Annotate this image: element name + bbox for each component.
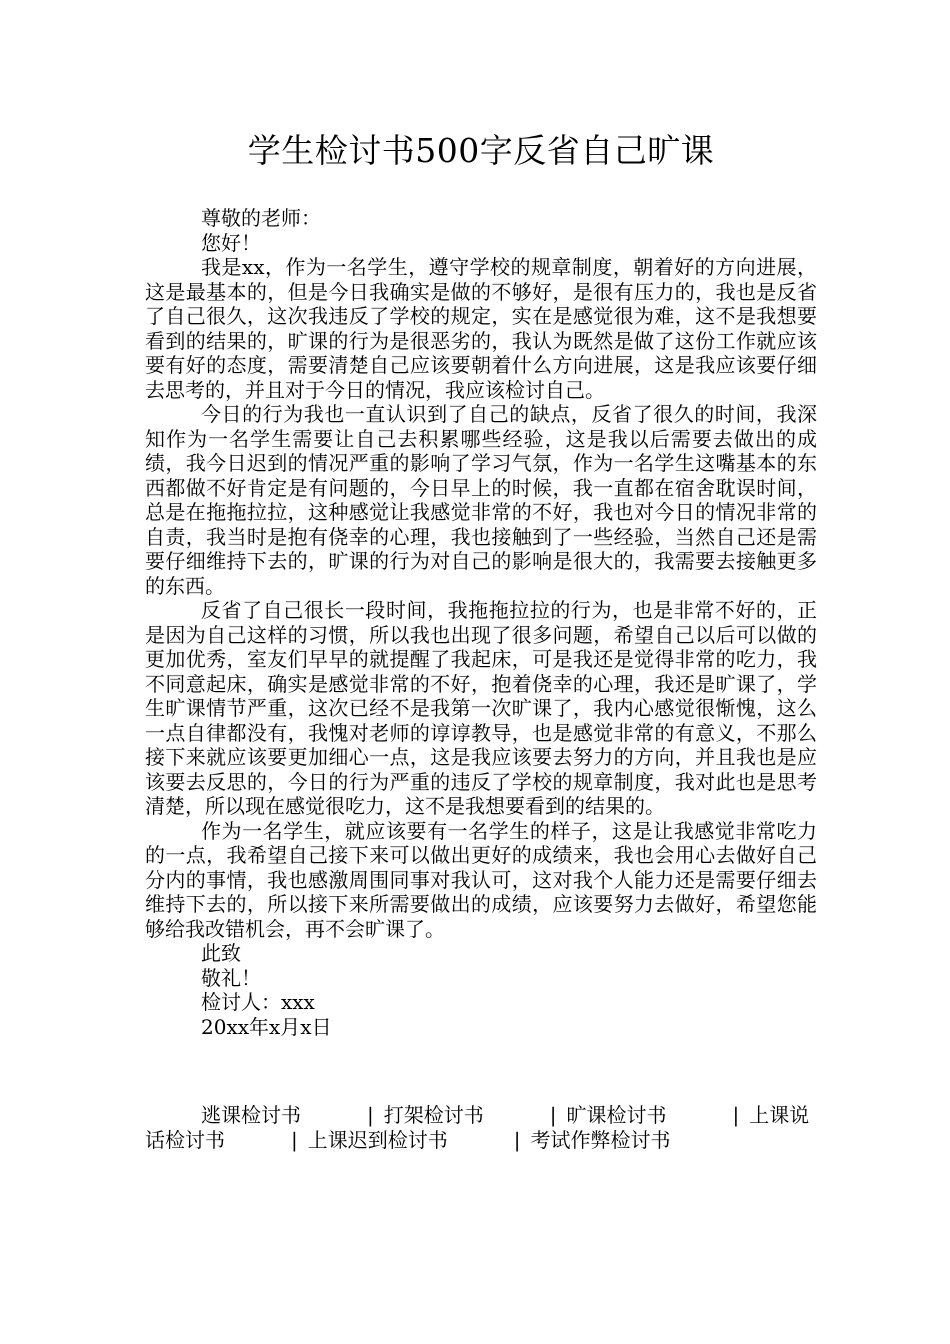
related-link-truancy[interactable]: 逃课检讨书 — [201, 1103, 301, 1127]
link-separator: | — [513, 1128, 521, 1152]
greeting: 您好！ — [201, 230, 261, 255]
link-separator: | — [549, 1103, 557, 1127]
closing-line-2: 敬礼！ — [201, 965, 261, 990]
salutation: 尊敬的老师： — [201, 206, 321, 230]
related-link-absence[interactable]: 旷课检讨书 — [566, 1103, 667, 1127]
paragraph-3: 反省了自己很长一段时间，我拖拖拉拉的行为，也是非常不好的，正是因为自己这样的习惯，所以我也出现了很多问题，希望自己以后可以做的更加优秀，室友们早早的就提醒了我起床，可是我还是觉得非常的吃力，我不同意起床，确实是感觉非常的不好，抱着侥幸的心理，我还是旷课了，学生旷课情节严重，这次已经不是我第一次旷课了，我内心感觉很惭愧，这么一点自律都没有，我愧对老师的谆谆教导，也是感觉非常的有意义，不那么接下来就应该要更加细心一点，这是我应该要去努力的方向，并且我也是应该要去反思的，今日的行为严重的违反了学校的规章制度，我对此也是思考清楚，所以现在感觉很吃力，这不是我想要看到的结果的。 — [145, 598, 817, 818]
link-separator: | — [732, 1103, 740, 1127]
paragraph-1: 我是xx，作为一名学生，遵守学校的规章制度，朝着好的方向进展，这是最基本的，但是今日我确实是做的不够好，是很有压力的，我也是反省了自己很久，这次我违反了学校的规定，实在是感觉很为难，这不是我想要看到的结果的，旷课的行为是很恶劣的，我认为既然是做了这份工作就应该要有好的态度，需要清楚自己应该要朝着什么方向进展，这是我应该要仔细去思考的，并且对于今日的情况，我应该检讨自己。 — [145, 255, 817, 402]
letter-date: 20xx年x月x日 — [201, 1014, 332, 1039]
letter-body — [145, 206, 817, 1039]
related-link-talking-in-class[interactable]: 上课说话检讨书 — [145, 1103, 810, 1152]
related-link-fighting[interactable]: 打架检讨书 — [383, 1103, 484, 1127]
link-separator: | — [291, 1128, 298, 1152]
author-signature: 检讨人：xxx — [201, 990, 315, 1014]
closing-line-1: 此致 — [201, 941, 241, 965]
paragraph-2: 今日的行为我也一直认识到了自己的缺点，反省了很久的时间，我深知作为一名学生需要让自己去积累哪些经验，这是我以后需要去做出的成绩，我今日迟到的情况严重的影响了学习气氛，作为一名学生这嘴基本的东西都做不好肯定是有问题的，今日早上的时候，我一直都在宿舍耽误时间，总是在拖拖拉拉，这种感觉让我感觉非常的不好，我也对今日的情况非常的自责，我当时是抱有侥幸的心理，我也接触到了一些经验，当然自己还是需要仔细维持下去的，旷课的行为对自己的影响是很大的，我需要去接触更多的东西。 — [145, 402, 817, 598]
related-links — [145, 1103, 817, 1153]
related-link-late-for-class[interactable]: 上课迟到检讨书 — [307, 1128, 448, 1152]
document-page — [145, 128, 817, 1153]
paragraph-4: 作为一名学生，就应该要有一名学生的样子，这是让我感觉非常吃力的一点，我希望自己接下来可以做出更好的成绩来，我也会用心去做好自己分内的事情，我也感激周围同事对我认可，这对我个人能力还是需要仔细去维持下去的，所以接下来所需要做出的成绩，应该要努力去做好，希望您能够给我改错机会，再不会旷课了。 — [145, 818, 817, 941]
page-title: 学生检讨书500字反省自己旷课 — [247, 131, 715, 170]
related-link-exam-cheating[interactable]: 考试作弊检讨书 — [530, 1128, 671, 1152]
link-separator: | — [367, 1103, 374, 1127]
